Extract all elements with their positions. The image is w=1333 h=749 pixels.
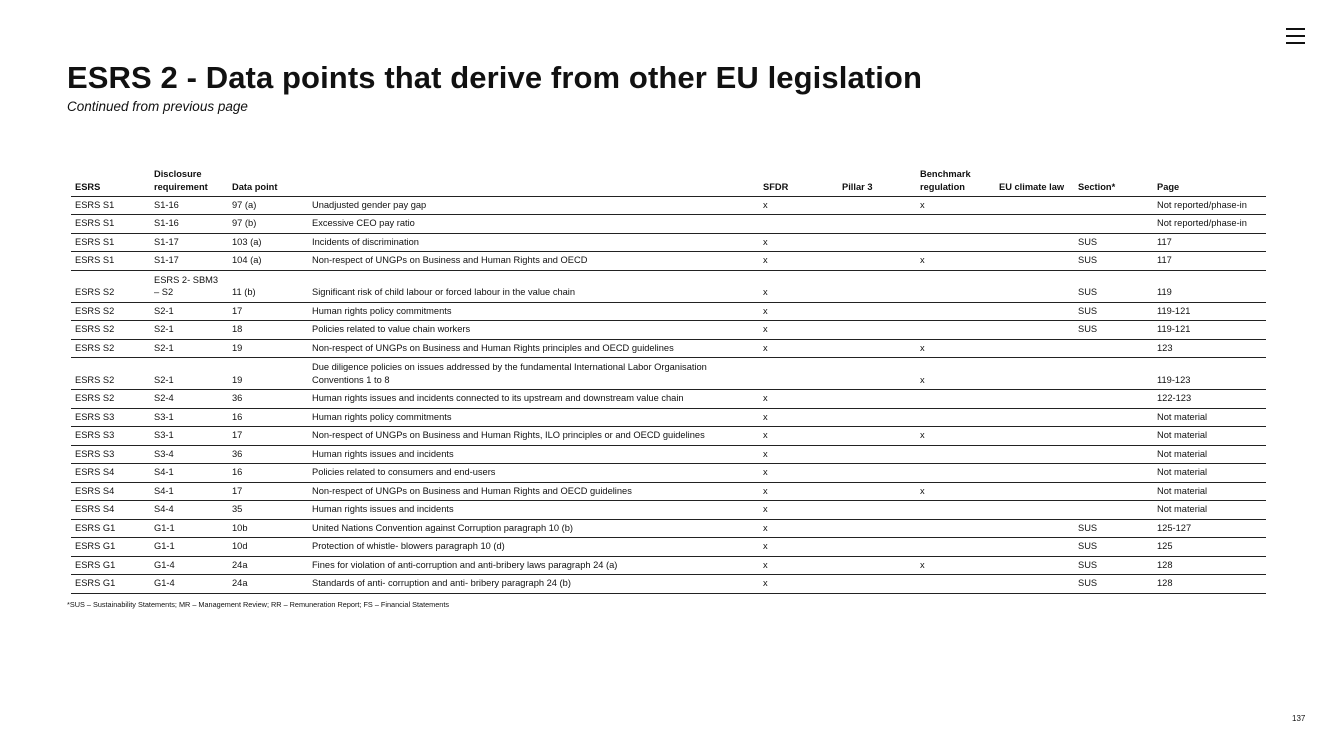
cell-page: 117 (1153, 252, 1266, 271)
table-row (71, 575, 1266, 594)
cell-section: SUS (1074, 575, 1153, 594)
cell-description: Unadjusted gender pay gap (308, 196, 759, 215)
cell-benchmark (916, 270, 995, 302)
cell-benchmark: x (916, 339, 995, 358)
cell-climate (995, 482, 1074, 501)
cell-benchmark (916, 302, 995, 321)
cell-pillar3 (838, 270, 916, 302)
cell-benchmark (916, 538, 995, 557)
cell-disclosure: S4-1 (150, 482, 228, 501)
cell-esrs: ESRS S4 (71, 482, 150, 501)
table-row (71, 519, 1266, 538)
cell-disclosure: G1-1 (150, 519, 228, 538)
table-row (71, 464, 1266, 483)
cell-sfdr: x (759, 427, 838, 446)
cell-climate (995, 501, 1074, 520)
cell-pillar3 (838, 196, 916, 215)
cell-page: 128 (1153, 556, 1266, 575)
cell-data-point: 17 (228, 302, 308, 321)
cell-data-point: 19 (228, 339, 308, 358)
table-row (71, 408, 1266, 427)
cell-disclosure: G1-1 (150, 538, 228, 557)
cell-climate (995, 233, 1074, 252)
cell-sfdr: x (759, 408, 838, 427)
column-header-description (308, 166, 759, 196)
cell-page: Not material (1153, 445, 1266, 464)
table-header-row (71, 166, 1266, 196)
cell-esrs: ESRS S4 (71, 464, 150, 483)
table-row (71, 196, 1266, 215)
cell-disclosure: S2-1 (150, 321, 228, 340)
cell-sfdr: x (759, 445, 838, 464)
cell-sfdr (759, 215, 838, 234)
cell-page: 123 (1153, 339, 1266, 358)
cell-page: 128 (1153, 575, 1266, 594)
cell-climate (995, 556, 1074, 575)
cell-page: 119-121 (1153, 321, 1266, 340)
cell-climate (995, 339, 1074, 358)
cell-data-point: 16 (228, 464, 308, 483)
cell-climate (995, 538, 1074, 557)
cell-page: Not material (1153, 408, 1266, 427)
cell-description: Standards of anti- corruption and anti- bribery paragraph 24 (b) (308, 575, 759, 594)
cell-description: Non-respect of UNGPs on Business and Human Rights and OECD (308, 252, 759, 271)
cell-climate (995, 390, 1074, 409)
cell-sfdr: x (759, 196, 838, 215)
cell-esrs: ESRS G1 (71, 519, 150, 538)
cell-disclosure: S1-17 (150, 233, 228, 252)
cell-description: Human rights issues and incidents connected to its upstream and downstream value chain (308, 390, 759, 409)
cell-pillar3 (838, 339, 916, 358)
cell-sfdr: x (759, 321, 838, 340)
column-header-section: Section* (1074, 166, 1153, 196)
cell-description: Policies related to value chain workers (308, 321, 759, 340)
cell-description: Fines for violation of anti-corruption and anti-bribery laws paragraph 24 (a) (308, 556, 759, 575)
cell-pillar3 (838, 408, 916, 427)
cell-benchmark (916, 321, 995, 340)
cell-climate (995, 408, 1074, 427)
cell-page: 122-123 (1153, 390, 1266, 409)
cell-pillar3 (838, 321, 916, 340)
cell-benchmark (916, 575, 995, 594)
table-row (71, 358, 1266, 390)
cell-pillar3 (838, 215, 916, 234)
cell-section (1074, 445, 1153, 464)
cell-esrs: ESRS S3 (71, 408, 150, 427)
cell-data-point: 16 (228, 408, 308, 427)
cell-pillar3 (838, 538, 916, 557)
page-subtitle: Continued from previous page (67, 99, 248, 114)
page-number: 137 (1292, 714, 1306, 723)
cell-benchmark: x (916, 427, 995, 446)
column-header-esrs: ESRS (71, 166, 150, 196)
cell-benchmark: x (916, 482, 995, 501)
cell-section: SUS (1074, 321, 1153, 340)
cell-disclosure: ESRS 2- SBM3 – S2 (150, 270, 228, 302)
cell-data-point: 24a (228, 575, 308, 594)
cell-description: Excessive CEO pay ratio (308, 215, 759, 234)
cell-benchmark (916, 233, 995, 252)
cell-description: Significant risk of child labour or forced labour in the value chain (308, 270, 759, 302)
cell-page: Not material (1153, 464, 1266, 483)
cell-disclosure: S2-1 (150, 339, 228, 358)
cell-page: Not material (1153, 501, 1266, 520)
cell-section: SUS (1074, 556, 1153, 575)
cell-esrs: ESRS S2 (71, 390, 150, 409)
cell-disclosure: S3-1 (150, 408, 228, 427)
cell-disclosure: S1-16 (150, 215, 228, 234)
cell-climate (995, 196, 1074, 215)
cell-climate (995, 302, 1074, 321)
cell-esrs: ESRS S3 (71, 445, 150, 464)
cell-section (1074, 339, 1153, 358)
table-row (71, 390, 1266, 409)
cell-disclosure: S4-4 (150, 501, 228, 520)
cell-description: Non-respect of UNGPs on Business and Human Rights principles and OECD guidelines (308, 339, 759, 358)
cell-data-point: 10b (228, 519, 308, 538)
cell-benchmark: x (916, 252, 995, 271)
table-row (71, 339, 1266, 358)
cell-benchmark (916, 464, 995, 483)
cell-esrs: ESRS S1 (71, 233, 150, 252)
table-row (71, 252, 1266, 271)
footnote: *SUS – Sustainability Statements; MR – Management Review; RR – Remuneration Report; FS – Financial Statements (67, 600, 450, 609)
data-points-table-container (71, 166, 1266, 594)
table-row (71, 270, 1266, 302)
cell-data-point: 11 (b) (228, 270, 308, 302)
cell-description: Policies related to consumers and end-users (308, 464, 759, 483)
cell-data-point: 104 (a) (228, 252, 308, 271)
column-header-benchmark: Benchmark regulation (916, 166, 995, 196)
cell-pillar3 (838, 233, 916, 252)
hamburger-menu-icon[interactable] (1286, 28, 1305, 44)
cell-page: 119-123 (1153, 358, 1266, 390)
page-title: ESRS 2 - Data points that derive from other EU legislation (67, 60, 922, 95)
cell-esrs: ESRS S2 (71, 321, 150, 340)
cell-benchmark (916, 408, 995, 427)
cell-sfdr: x (759, 390, 838, 409)
cell-pillar3 (838, 390, 916, 409)
cell-section: SUS (1074, 302, 1153, 321)
cell-data-point: 18 (228, 321, 308, 340)
cell-section: SUS (1074, 538, 1153, 557)
cell-esrs: ESRS G1 (71, 538, 150, 557)
cell-sfdr: x (759, 302, 838, 321)
cell-section: SUS (1074, 252, 1153, 271)
cell-data-point: 36 (228, 445, 308, 464)
cell-disclosure: G1-4 (150, 575, 228, 594)
column-header-sfdr: SFDR (759, 166, 838, 196)
cell-esrs: ESRS S3 (71, 427, 150, 446)
column-header-disclosure: Disclosure requirement (150, 166, 228, 196)
cell-section (1074, 501, 1153, 520)
column-header-pillar3: Pillar 3 (838, 166, 916, 196)
menu-line-icon (1286, 28, 1305, 30)
table-row (71, 482, 1266, 501)
cell-pillar3 (838, 575, 916, 594)
cell-pillar3 (838, 464, 916, 483)
cell-data-point: 36 (228, 390, 308, 409)
cell-page: Not reported/phase-in (1153, 196, 1266, 215)
cell-data-point: 24a (228, 556, 308, 575)
cell-description: Non-respect of UNGPs on Business and Human Rights, ILO principles or and OECD guidelines (308, 427, 759, 446)
table-row (71, 538, 1266, 557)
column-header-page: Page (1153, 166, 1266, 196)
cell-esrs: ESRS S2 (71, 302, 150, 321)
cell-section: SUS (1074, 233, 1153, 252)
column-header-climate: EU climate law (995, 166, 1074, 196)
cell-description: United Nations Convention against Corruption paragraph 10 (b) (308, 519, 759, 538)
cell-benchmark (916, 215, 995, 234)
cell-data-point: 35 (228, 501, 308, 520)
table-body (71, 196, 1266, 593)
cell-esrs: ESRS S4 (71, 501, 150, 520)
cell-climate (995, 270, 1074, 302)
cell-section (1074, 390, 1153, 409)
table-row (71, 215, 1266, 234)
cell-climate (995, 321, 1074, 340)
cell-section: SUS (1074, 519, 1153, 538)
cell-description: Human rights policy commitments (308, 302, 759, 321)
cell-page: 125 (1153, 538, 1266, 557)
table-row (71, 427, 1266, 446)
table-row (71, 445, 1266, 464)
table-row (71, 321, 1266, 340)
cell-esrs: ESRS S1 (71, 196, 150, 215)
cell-description: Human rights policy commitments (308, 408, 759, 427)
cell-description: Protection of whistle- blowers paragraph 10 (d) (308, 538, 759, 557)
cell-climate (995, 427, 1074, 446)
table-row (71, 233, 1266, 252)
cell-section: SUS (1074, 270, 1153, 302)
cell-esrs: ESRS G1 (71, 575, 150, 594)
cell-description: Human rights issues and incidents (308, 445, 759, 464)
cell-sfdr: x (759, 252, 838, 271)
cell-benchmark: x (916, 556, 995, 575)
cell-description: Due diligence policies on issues addressed by the fundamental International Labor Organisation Conventions 1 to 8 (308, 358, 759, 390)
cell-sfdr: x (759, 339, 838, 358)
cell-description: Human rights issues and incidents (308, 501, 759, 520)
cell-benchmark: x (916, 358, 995, 390)
table-row (71, 501, 1266, 520)
cell-disclosure: S3-4 (150, 445, 228, 464)
cell-sfdr: x (759, 233, 838, 252)
cell-page: 119-121 (1153, 302, 1266, 321)
cell-section (1074, 196, 1153, 215)
cell-page: 119 (1153, 270, 1266, 302)
cell-disclosure: S2-1 (150, 302, 228, 321)
cell-pillar3 (838, 252, 916, 271)
cell-data-point: 10d (228, 538, 308, 557)
cell-data-point: 17 (228, 482, 308, 501)
cell-data-point: 97 (b) (228, 215, 308, 234)
cell-section (1074, 215, 1153, 234)
cell-esrs: ESRS S2 (71, 358, 150, 390)
cell-section (1074, 464, 1153, 483)
cell-benchmark: x (916, 196, 995, 215)
column-header-data-point: Data point (228, 166, 308, 196)
cell-pillar3 (838, 445, 916, 464)
cell-pillar3 (838, 501, 916, 520)
cell-benchmark (916, 390, 995, 409)
cell-climate (995, 252, 1074, 271)
cell-disclosure: S3-1 (150, 427, 228, 446)
cell-page: 117 (1153, 233, 1266, 252)
table-row (71, 302, 1266, 321)
cell-climate (995, 358, 1074, 390)
cell-data-point: 103 (a) (228, 233, 308, 252)
cell-sfdr: x (759, 482, 838, 501)
cell-page: Not material (1153, 427, 1266, 446)
cell-pillar3 (838, 427, 916, 446)
cell-description: Non-respect of UNGPs on Business and Human Rights and OECD guidelines (308, 482, 759, 501)
cell-climate (995, 215, 1074, 234)
cell-sfdr: x (759, 538, 838, 557)
cell-benchmark (916, 519, 995, 538)
cell-pillar3 (838, 482, 916, 501)
cell-disclosure: S2-4 (150, 390, 228, 409)
cell-benchmark (916, 501, 995, 520)
cell-page: Not material (1153, 482, 1266, 501)
cell-climate (995, 464, 1074, 483)
cell-esrs: ESRS S2 (71, 339, 150, 358)
cell-page: Not reported/phase-in (1153, 215, 1266, 234)
cell-climate (995, 519, 1074, 538)
cell-section (1074, 358, 1153, 390)
cell-climate (995, 445, 1074, 464)
cell-page: 125-127 (1153, 519, 1266, 538)
cell-esrs: ESRS S1 (71, 215, 150, 234)
cell-disclosure: S4-1 (150, 464, 228, 483)
cell-pillar3 (838, 302, 916, 321)
table-row (71, 556, 1266, 575)
menu-line-icon (1286, 42, 1305, 44)
cell-sfdr: x (759, 464, 838, 483)
cell-sfdr: x (759, 556, 838, 575)
cell-pillar3 (838, 358, 916, 390)
cell-data-point: 17 (228, 427, 308, 446)
cell-section (1074, 482, 1153, 501)
cell-sfdr (759, 358, 838, 390)
cell-pillar3 (838, 519, 916, 538)
cell-sfdr: x (759, 270, 838, 302)
cell-disclosure: S1-17 (150, 252, 228, 271)
cell-data-point: 19 (228, 358, 308, 390)
cell-section (1074, 427, 1153, 446)
cell-pillar3 (838, 556, 916, 575)
cell-esrs: ESRS S1 (71, 252, 150, 271)
cell-disclosure: G1-4 (150, 556, 228, 575)
cell-sfdr: x (759, 575, 838, 594)
cell-benchmark (916, 445, 995, 464)
data-points-table (71, 166, 1266, 594)
cell-climate (995, 575, 1074, 594)
cell-description: Incidents of discrimination (308, 233, 759, 252)
cell-sfdr: x (759, 501, 838, 520)
cell-disclosure: S2-1 (150, 358, 228, 390)
cell-sfdr: x (759, 519, 838, 538)
cell-data-point: 97 (a) (228, 196, 308, 215)
cell-disclosure: S1-16 (150, 196, 228, 215)
cell-esrs: ESRS G1 (71, 556, 150, 575)
menu-line-icon (1286, 35, 1305, 37)
cell-esrs: ESRS S2 (71, 270, 150, 302)
cell-section (1074, 408, 1153, 427)
